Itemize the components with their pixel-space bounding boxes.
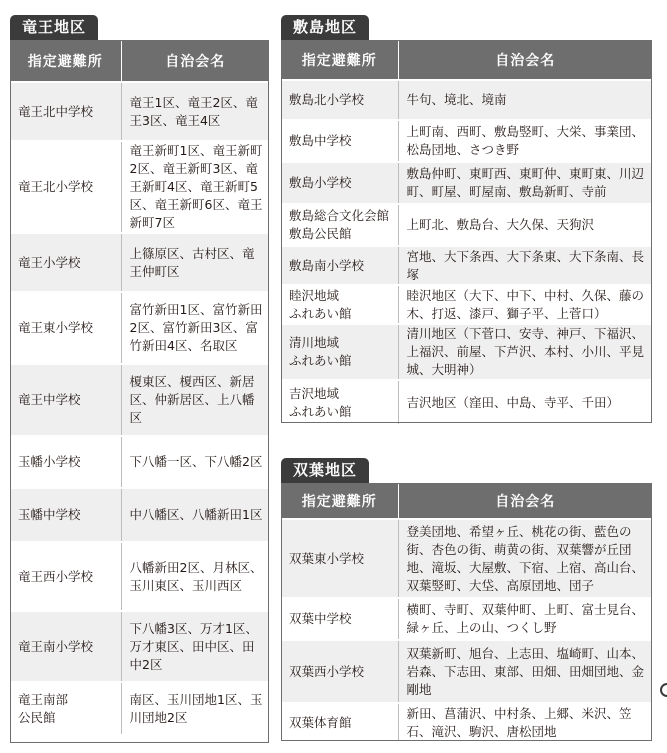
association-list: 横町、寺町、双葉仲町、上町、富士見台、緑ヶ丘、上の山、つくし野 (398, 598, 652, 640)
table-row (10, 436, 269, 488)
shelter-name: 敷島小学校 (281, 162, 398, 204)
shelter-table-shikishima (281, 40, 652, 424)
association-list: 上町北、敷島台、大久保、天狗沢 (398, 204, 652, 246)
region-futaba (281, 458, 652, 741)
shelter-name: 睦沢地域 ふれあい館 (281, 285, 398, 324)
association-list: 上篠原区、古村区、竜王仲町区 (121, 233, 269, 292)
table-row (281, 162, 652, 204)
shelter-name: 竜王南部 公民館 (10, 682, 121, 734)
table-row (10, 682, 269, 734)
table-row (281, 640, 652, 703)
shelter-name: 竜王小学校 (10, 233, 121, 292)
header-venue: 指定避難所 (10, 40, 121, 82)
shelter-name: 玉幡小学校 (10, 436, 121, 488)
association-list: 上町南、西町、敷島竪町、大栄、事業団、松島団地、さつき野 (398, 120, 652, 162)
association-list: 榎東区、榎西区、新居区、仲新居区、上八幡区 (121, 364, 269, 436)
shelter-name: 双葉東小学校 (281, 519, 398, 598)
table-row (281, 598, 652, 640)
association-list: 竜王新町1区、竜王新町2区、竜王新町3区、竜王新町4区、竜王新町5区、竜王新町6区、竜王新町7区 (121, 141, 269, 233)
page-edge-tab-icon (660, 683, 667, 697)
association-list: 下八幡一区、下八幡2区 (121, 436, 269, 488)
shelter-name: 双葉中学校 (281, 598, 398, 640)
association-list: 睦沢地区（大下、中下、中村、久保、藤の木、打返、漆戸、獅子平、上菅口） (398, 285, 652, 324)
table-row (281, 285, 652, 324)
table-row (10, 611, 269, 682)
region-shikishima (281, 15, 652, 423)
association-list: 富竹新田1区、富竹新田2区、富竹新田3区、富竹新田4区、名取区 (121, 292, 269, 364)
header-venue: 指定避難所 (281, 40, 398, 80)
table-row (281, 204, 652, 246)
table-row (281, 519, 652, 598)
header-assoc: 自治会名 (121, 40, 269, 82)
association-list: 新田、菖蒲沢、中村条、上郷、米沢、笠石、滝沢、駒沢、唐松団地 (398, 703, 652, 741)
region-ryuo (10, 15, 269, 743)
association-list: 竜王1区、竜王2区、竜王3区、竜王4区 (121, 82, 269, 141)
shelter-name: 竜王西小学校 (10, 542, 121, 611)
association-list: 敷島仲町、東町西、東町仲、東町東、川辺町、町屋、町屋南、敷島新町、寺前 (398, 162, 652, 204)
association-list: 牛句、境北、境南 (398, 80, 652, 120)
shelter-table-futaba (281, 483, 652, 741)
shelter-name: 双葉体育館 (281, 703, 398, 741)
table-row (10, 233, 269, 292)
shelter-name: 敷島中学校 (281, 120, 398, 162)
region-title-ryuo: 竜王地区 (10, 15, 98, 40)
table-row (10, 82, 269, 141)
shelter-name: 吉沢地域 ふれあい館 (281, 380, 398, 424)
association-list: 双葉新町、旭台、上志田、塩崎町、山本、岩森、下志田、東部、田畑、田畑団地、金剛地 (398, 640, 652, 703)
association-list: 中八幡区、八幡新田1区 (121, 488, 269, 542)
region-title-futaba: 双葉地区 (281, 458, 369, 483)
shelter-name: 竜王北小学校 (10, 141, 121, 233)
table-row (10, 542, 269, 611)
table-row (10, 364, 269, 436)
table-row (10, 488, 269, 542)
shelter-name: 敷島南小学校 (281, 246, 398, 285)
shelter-name: 清川地域 ふれあい館 (281, 324, 398, 380)
association-list: 宮地、大下条西、大下条東、大下条南、長塚 (398, 246, 652, 285)
shelter-name: 竜王北中学校 (10, 82, 121, 141)
shelter-name: 竜王東小学校 (10, 292, 121, 364)
header-assoc: 自治会名 (398, 483, 652, 519)
shelter-name: 玉幡中学校 (10, 488, 121, 542)
shelter-table-ryuo (10, 40, 269, 734)
region-title-shikishima: 敷島地区 (281, 15, 369, 40)
association-list: 清川地区（下菅口、安寺、神戸、下福沢、上福沢、前屋、下芦沢、本村、小川、平見城、大明神） (398, 324, 652, 380)
table-row (281, 246, 652, 285)
header-assoc: 自治会名 (398, 40, 652, 80)
association-list: 登美団地、希望ヶ丘、桃花の街、藍色の街、杏色の街、萌黄の街、双葉響が丘団地、滝坂、大屋敷、下宿、上宿、高山台、双葉竪町、大垈、高原団地、団子 (398, 519, 652, 598)
association-list: 南区、玉川団地1区、玉川団地2区 (121, 682, 269, 734)
table-row (10, 141, 269, 233)
association-list: 八幡新田2区、月林区、玉川東区、玉川西区 (121, 542, 269, 611)
table-row (281, 324, 652, 380)
shelter-name: 敷島総合文化会館 敷島公民館 (281, 204, 398, 246)
shelter-name: 竜王中学校 (10, 364, 121, 436)
header-venue: 指定避難所 (281, 483, 398, 519)
table-row (281, 380, 652, 424)
association-list: 下八幡3区、万才1区、万才東区、田中区、田中2区 (121, 611, 269, 682)
table-row (281, 80, 652, 120)
table-row (281, 703, 652, 741)
shelter-name: 竜王南小学校 (10, 611, 121, 682)
association-list: 吉沢地区（窪田、中島、寺平、千田） (398, 380, 652, 424)
table-row (10, 292, 269, 364)
table-row (281, 120, 652, 162)
shelter-name: 敷島北小学校 (281, 80, 398, 120)
shelter-name: 双葉西小学校 (281, 640, 398, 703)
